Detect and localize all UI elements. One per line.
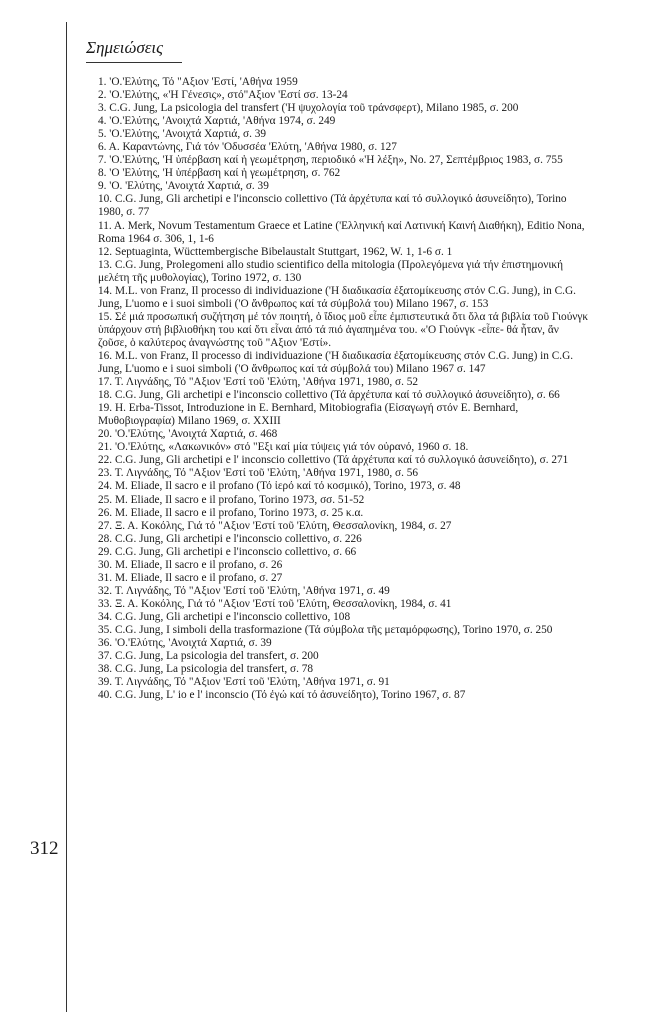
- note-item: 4. 'Ο.'Ελύτης, 'Ανοιχτά Χαρτιά, 'Αθήνα 1974, σ. 249: [98, 115, 336, 128]
- note-item: 5. 'Ο.'Ελύτης, 'Ανοιχτά Χαρτιά, σ. 39: [98, 128, 267, 141]
- note-item: 31. M. Eliade, Il sacro e il profano, σ. 27: [98, 571, 283, 584]
- page-number: 312: [30, 838, 59, 859]
- note-item: 18. C.G. Jung, Gli archetipi e l'inconscio collettivo (Τά ἀρχέτυπα καί τό συλλογικό ἀσυνείδητο), σ. 66: [98, 389, 560, 402]
- note-item: 33. Ξ. Α. Κοκόλης, Γιά τό "Αξιον 'Εστί τοῦ 'Ελύτη, Θεσσαλονίκη, 1984, σ. 41: [98, 597, 452, 610]
- note-item: 37. C.G. Jung, La psicologia del transfert, σ. 200: [98, 650, 319, 663]
- note-item: 38. C.G. Jung, La psicologia del transfert, σ. 78: [98, 663, 314, 676]
- note-item: 22. C.G. Jung, Gli archetipi e l' inconscio collettivo (Τά ἀρχέτυπα καί τό συλλογικό ἀσυνείδητο), σ. 271: [98, 454, 569, 467]
- note-item: 27. Ξ. Α. Κοκόλης, Γιά τό "Αξιον 'Εστί τοῦ 'Ελύτη, Θεσσαλονίκη, 1984, σ. 27: [98, 519, 452, 532]
- note-item: 9. 'Ο. 'Ελύτης, 'Ανοιχτά Χαρτιά, σ. 39: [98, 180, 269, 193]
- note-item: 3. C.G. Jung, La psicologia del transfert ('Η ψυχολογία τοῦ τράνσφερτ), Milano 1985, σ. 200: [98, 102, 519, 115]
- page-title: Σημειώσεις: [86, 38, 164, 57]
- note-item: 25. M. Eliade, Il sacro e il profano, Torino 1973, σσ. 51-52: [98, 493, 365, 506]
- note-item: 6. Α. Καραντώνης, Γιά τόν 'Οδυσσέα 'Ελύτη, 'Αθήνα 1980, σ. 127: [98, 141, 397, 154]
- note-item: 17. Τ. Λιγνάδης, Τό "Αξιον 'Εστί τοῦ 'Ελύτη, 'Αθήνα 1971, 1980, σ. 52: [98, 376, 419, 389]
- note-item: 40. C.G. Jung, L' io e l' inconscio (Τό ἐγώ καί τό ἀσυνείδητο), Torino 1967, σ. 87: [98, 689, 466, 702]
- note-item: 12. Septuaginta, Wücttembergische Bibelaustalt Stuttgart, 1962, W. 1, 1-6 σ. 1: [98, 245, 453, 258]
- note-item: 36. 'Ο.'Ελύτης, 'Ανοιχτά Χαρτιά, σ. 39: [98, 637, 272, 650]
- note-item: 30. M. Eliade, Il sacro e il profano, σ. 26: [98, 558, 283, 571]
- note-item: 29. C.G. Jung, Gli archetipi e l'inconscio collettivo, σ. 66: [98, 545, 357, 558]
- note-item: 32. Τ. Λιγνάδης, Τό "Αξιον 'Εστί τοῦ 'Ελύτη, 'Αθήνα 1971, σ. 49: [98, 584, 390, 597]
- note-item: 34. C.G. Jung, Gli archetipi e l'inconscio collettivo, 108: [98, 610, 351, 623]
- note-item: 14. M.L. von Franz, Il processo di individuazione ('Η διαδικασία ἐξατομίκευσης στόν C.G. Jung), in C.G. Jung, L'uomo e i suoi simboli ('Ο ἄνθρωπος καί τά σύμβολά του) Milano 1967, σ. 153: [98, 284, 576, 310]
- notes-list: [98, 76, 590, 702]
- note-item: 21. 'Ο.'Ελύτης, «Λακωνικόν» στό "Εξι καί μία τύψεις γιά τόν οὐρανό, 1960 σ. 18.: [98, 441, 469, 454]
- note-item: 7. 'Ο.'Ελύτης, 'Η ὑπέρβαση καί ἡ γεωμέτρηση, περιοδικό «'Η λέξη», No. 27, Σεπτέμβριος 1983, σ. 755: [98, 154, 563, 167]
- note-item: 11. A. Merk, Novum Testamentum Graece et Latine ('Ελληνική καί Λατινική Καινή Διαθήκη), Editio Nona, Roma 1964 σ. 306, 1, 1-6: [98, 219, 585, 245]
- note-item: 1. 'Ο.'Ελύτης, Τό "Αξιον 'Εστί, 'Αθήνα 1959: [98, 76, 298, 88]
- note-item: 16. M.L. von Franz, Il processo di individuazione ('Η διαδικασία ἐξατομίκευσης στόν C.G. Jung) in C.G. Jung, L'uomo e i suoi simboli ('Ο ἄνθρωπος καί τά σύμβολά του) Milano 1967 σ. 147: [98, 349, 574, 376]
- note-item: 24. M. Eliade, Il sacro e il profano (Τό ἱερό καί τό κοσμικό), Torino, 1973, σ. 48: [98, 480, 461, 493]
- note-item: 39. Τ. Λιγνάδης, Τό "Αξιον 'Εστί τοῦ 'Ελύτη, 'Αθήνα 1971, σ. 91: [98, 676, 390, 689]
- note-item: 35. C.G. Jung, I simboli della trasformazione (Τά σύμβολα τῆς μεταμόρφωσης), Torino 1970, σ. 250: [98, 623, 553, 636]
- note-item: 23. Τ. Λιγνάδης, Τό "Αξιον 'Εστί τοῦ 'Ελύτη, 'Αθήνα 1971, 1980, σ. 56: [98, 467, 419, 480]
- title-underline: [86, 62, 182, 63]
- note-item: 20. 'Ο.'Ελύτης, 'Ανοιχτά Χαρτιά, σ. 468: [98, 428, 278, 441]
- note-item: 13. C.G. Jung, Prolegomeni allo studio scientifico della mitologia (Προλεγόμενα γιά τήν ἐπιστημονική μελέτη τῆς μυθολογίας), Torino 1972, σ. 130: [98, 258, 563, 284]
- margin-rule: [66, 22, 67, 1012]
- note-item: 2. 'Ο.'Ελύτης, «'Η Γένεσις», στό"Αξιον 'Εστί σσ. 13-24: [98, 89, 348, 102]
- note-item: 28. C.G. Jung, Gli archetipi e l'inconscio collettivo, σ. 226: [98, 532, 362, 545]
- note-item: 15. Σέ μιά προσωπική συζήτηση μέ τόν ποιητή, ὁ ἴδιος μοῦ εἶπε ἐμπιστευτικά ὅτι ὅλα τά βιβλία τοῦ Γιούνγκ ὑπάρχουν στή βιβλιοθήκη του καί ὅτι εἶναι ἀπό τά πιό ἀγαπημένα του. «'Ο Γιούνγκ -εἶπε- θά ἦταν, ἄν ζοῦσε, ὁ καλύτερος ἀναγνώστης τοῦ "Αξιον 'Εστί».: [98, 310, 589, 349]
- note-item: 8. 'Ο 'Ελύτης, 'Η ὑπέρβαση καί ἡ γεωμέτρηση, σ. 762: [98, 167, 341, 180]
- note-item: 26. M. Eliade, Il sacro e il profano, Torino 1973, σ. 25 κ.α.: [98, 506, 364, 519]
- note-item: 19. H. Erba-Tissot, Introduzione in E. Bernhard, Mitobiografia (Εἰσαγωγή στόν E. Bernhard, Μυθοβιογραφία) Milano 1969, σ. XXIII: [98, 402, 519, 428]
- note-item: 10. C.G. Jung, Gli archetipi e l'inconscio collettivo (Τά ἀρχέτυπα καί τό συλλογικό ἀσυνείδητο), Torino 1980, σ. 77: [98, 193, 567, 219]
